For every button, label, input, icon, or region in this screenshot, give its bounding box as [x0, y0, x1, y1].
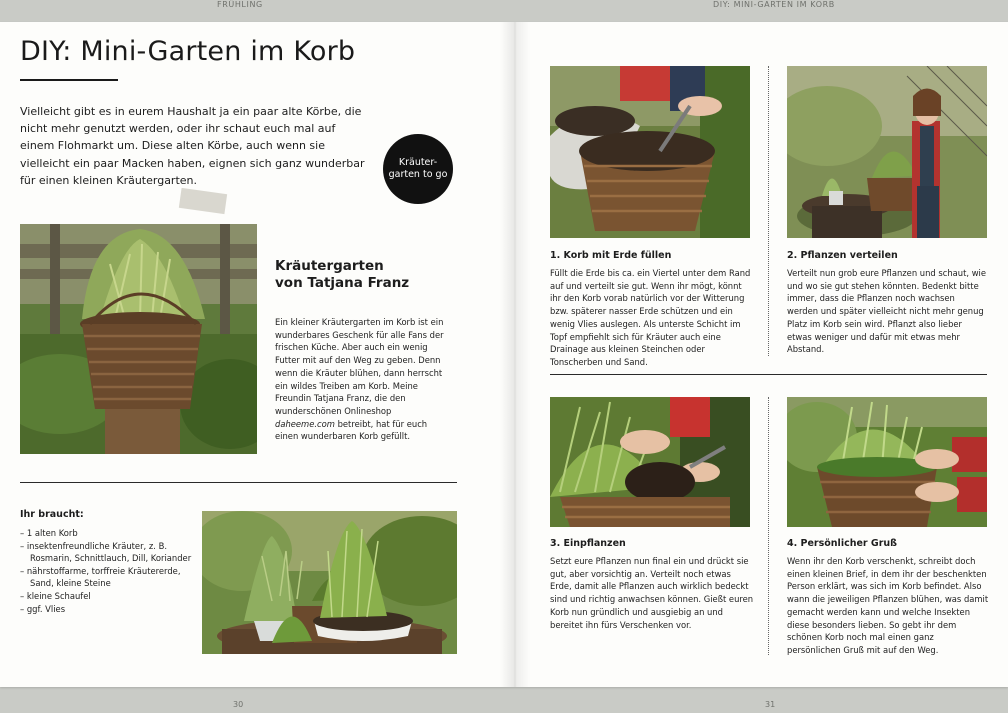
step-2-title: 2. Pflanzen verteilen — [787, 250, 898, 261]
running-head-left: FRÜHLING — [217, 0, 263, 9]
sidebar-title-line-1: Kräutergarten — [275, 258, 384, 274]
step-3-text: Setzt eure Pflanzen nun final ein und drückt sie gut, aber vorsichtig an. Verteilt noch etwas Erde, damit alle Pflanzen auch wirklich bedeckt sind und richtig anwachsen können. Gießt euren Korb nun gründlich und ausgiebig an und bereitet ihn fürs Verschenken vor. — [550, 556, 754, 630]
step-1-text: Füllt die Erde bis ca. ein Viertel unter dem Rand auf und verteilt sie gut. Wenn ihr mögt, könnt ihr den Korb vorab natürlich vor der Witterung bzw. späterer nasser Erde schützen und ein wenig Vlies auslegen. Als unterste Schicht im Topf empfiehlt sich für Kräuter auch eine Drainage aus kleinen Steinchen oder Tonscherben und Sand. — [550, 268, 751, 367]
step-divider-top — [768, 66, 769, 356]
sidebar-title-line-2: von Tatjana Franz — [275, 275, 410, 291]
supply-item: – kleine Schaufel — [20, 590, 195, 603]
photo-step-1-filling-soil — [550, 66, 750, 238]
supply-item: – 1 alten Korb — [20, 527, 195, 540]
supply-item: – ggf. Vlies — [20, 603, 195, 616]
step-4-text: Wenn ihr den Korb verschenkt, schreibt doch einen kleinen Brief, in dem ihr der beschenkten Person erklärt, was sich im Korb befindet. Also wann die jeweiligen Pflanzen blühen, was damit gemacht werden kann und welche Insekten diese besonders lieben. So gebt ihr dem schönen Korb noch mal einen ganz persönlichen Gruß mit auf den Weg. — [787, 556, 989, 655]
book-gutter — [500, 22, 530, 687]
intro-paragraph: Vielleicht gibt es in eurem Haushalt ja ein paar alte Körbe, die nicht mehr genutzt werden, oder ihr schaut euch mal auf einem Flohmarkt um. Diese alten Körbe, auch wenn sie vielleicht ein paar Macken haben, eignen sich ganz wunderbar für einen kleinen Kräutergarten. — [20, 105, 365, 187]
running-head-right: DIY: MINI-GARTEN IM KORB — [713, 0, 835, 9]
page-number-left: 30 — [233, 700, 244, 709]
herb-garden-badge — [383, 134, 453, 204]
right-section-divider — [550, 374, 987, 375]
sidebar-text — [275, 316, 447, 443]
page-number-right: 31 — [765, 700, 776, 709]
shop-name: daheeme.com — [275, 418, 335, 429]
badge-line-1: Kräuter- — [398, 157, 438, 168]
badge-line-2: garten to go — [388, 169, 448, 180]
step-1-title: 1. Korb mit Erde füllen — [550, 250, 672, 261]
photo-herb-basket-on-stump — [20, 224, 257, 454]
supplies-title: Ihr braucht: — [20, 509, 84, 520]
supplies-list — [20, 527, 195, 615]
title-underline — [20, 79, 118, 81]
left-section-divider — [20, 482, 457, 483]
step-divider-bottom — [768, 397, 769, 655]
article-title: DIY: Mini-Garten im Korb — [20, 36, 356, 67]
step-2-text: Verteilt nun grob eure Pflanzen und schaut, wie und wo sie gut stehen könnten. Bedenkt bitte immer, dass die Pflanzen noch wachsen werden und später vielleicht nicht mehr genug Platz im Korb sein wird. Pflanzt also lieber etwas weniger und dafür mit etwas mehr Abstand. — [787, 268, 987, 355]
sidebar-text-after: betreibt, hat für euch einen wunderbaren Korb gefüllt. — [275, 418, 428, 442]
photo-supplies-on-table — [202, 511, 457, 654]
step-4-title: 4. Persönlicher Gruß — [787, 538, 897, 549]
photo-step-2-arranging-plants — [787, 66, 987, 238]
photo-step-3-planting — [550, 397, 750, 527]
supply-item: – insektenfreundliche Kräuter, z. B. Rosmarin, Schnittlauch, Dill, Koriander — [20, 540, 195, 565]
sidebar-title — [275, 258, 475, 292]
sidebar-text-before: Ein kleiner Kräutergarten im Korb ist ein wunderbares Geschenk für alle Fans der frischen Küche. Aber auch ein wenig Futter mit auf den Weg zu geben. Denn wenn die Kräuter blühen, dann herrscht ein wildes Treiben am Korb. Meine Freundin Tatjana Franz, die den wunderschönen Onlineshop — [275, 317, 444, 416]
step-3-title: 3. Einpflanzen — [550, 538, 626, 549]
photo-step-4-gift-basket — [787, 397, 987, 527]
supply-item: – nährstoffarme, torffreie Kräutererde, Sand, kleine Steine — [20, 565, 195, 590]
